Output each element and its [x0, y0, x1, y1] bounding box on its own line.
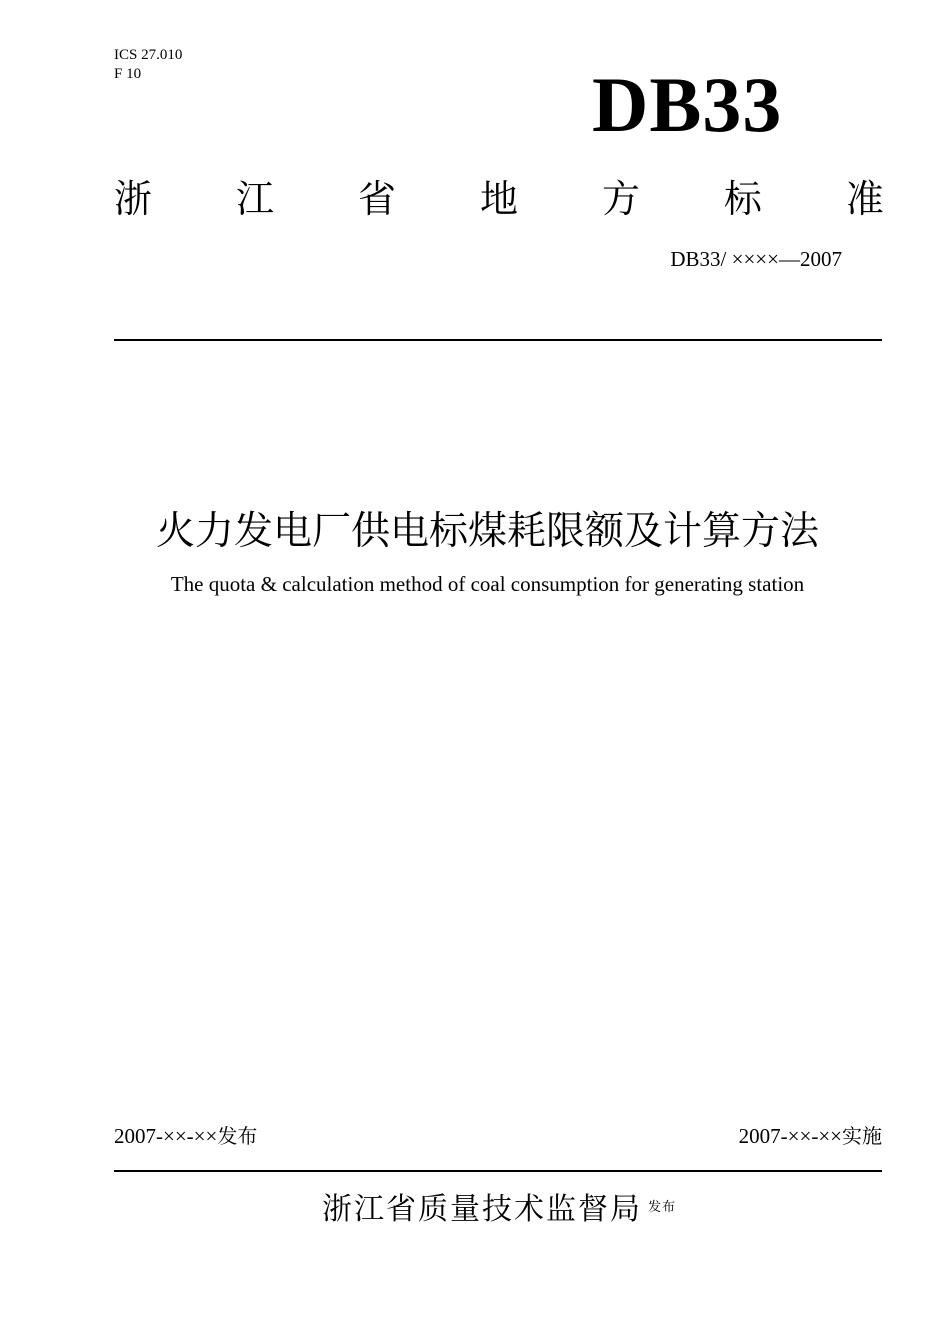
classification-code: F 10 [114, 66, 142, 82]
document-title-english: The quota & calculation method of coal consumption for generating station [170, 572, 805, 596]
top-divider [114, 339, 882, 341]
issuer-suffix: 发布 [647, 1200, 676, 1215]
standard-type-title [114, 174, 884, 224]
standard-type-char: 江 [235, 177, 274, 221]
standard-type-char: 标 [723, 177, 762, 221]
db33-logo: DB33 [592, 61, 783, 148]
implement-label: 实施 [842, 1124, 882, 1148]
ics-code: ICS 27.010 [114, 47, 183, 63]
standard-type-char: 准 [845, 177, 884, 221]
publish-label: 发布 [217, 1124, 258, 1148]
standard-type-char: 方 [601, 177, 640, 221]
implement-date: 2007-××-×× [738, 1124, 842, 1148]
issuer-line [0, 1186, 950, 1232]
standard-number: DB33/ ××××—2007 [670, 247, 842, 271]
publish-date-line [114, 1122, 257, 1150]
standard-type-char: 省 [357, 177, 396, 221]
standard-codes [114, 46, 182, 84]
standard-type-char: 地 [479, 177, 518, 221]
publish-date: 2007-××-×× [114, 1124, 218, 1148]
implement-date-line [739, 1122, 882, 1150]
document-title-chinese: 火力发电厂供电标煤耗限额及计算方法 [155, 509, 819, 554]
standard-type-char: 浙 [114, 177, 153, 221]
issuer-name: 浙江省质量技术监督局 [321, 1192, 642, 1227]
bottom-divider [114, 1170, 882, 1172]
